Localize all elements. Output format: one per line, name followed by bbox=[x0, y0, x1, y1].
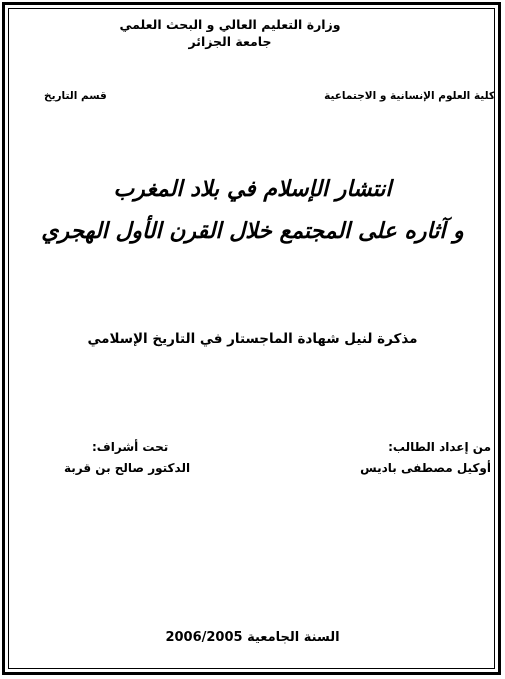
thesis-title-line-2: و آثاره على المجتمع خلال القرن الأول الهجري bbox=[41, 218, 464, 244]
supervisor-name: الدكتور صالح بن قربة bbox=[64, 461, 191, 475]
thesis-statement: مذكرة لنيل شهادة الماجستار في التاريخ الإسلامي bbox=[87, 331, 418, 347]
ministry-name: وزارة التعليم العالي و البحث العلمي bbox=[119, 17, 341, 32]
university-name: جامعة الجزائر bbox=[188, 34, 272, 49]
supervisor-label: تحت أشراف: bbox=[92, 440, 169, 454]
department-name: قسم التاريخ bbox=[44, 90, 107, 102]
faculty-name: كلية العلوم الإنسانية و الاجتماعية bbox=[324, 90, 495, 102]
student-name: أوكيل مصطفى باديس bbox=[360, 461, 491, 475]
student-label: من إعداد الطالب: bbox=[388, 440, 491, 454]
thesis-title-line-1: انتشار الإسلام في بلاد المغرب bbox=[113, 176, 392, 202]
academic-year: السنة الجامعية 2006/2005 bbox=[165, 630, 340, 645]
